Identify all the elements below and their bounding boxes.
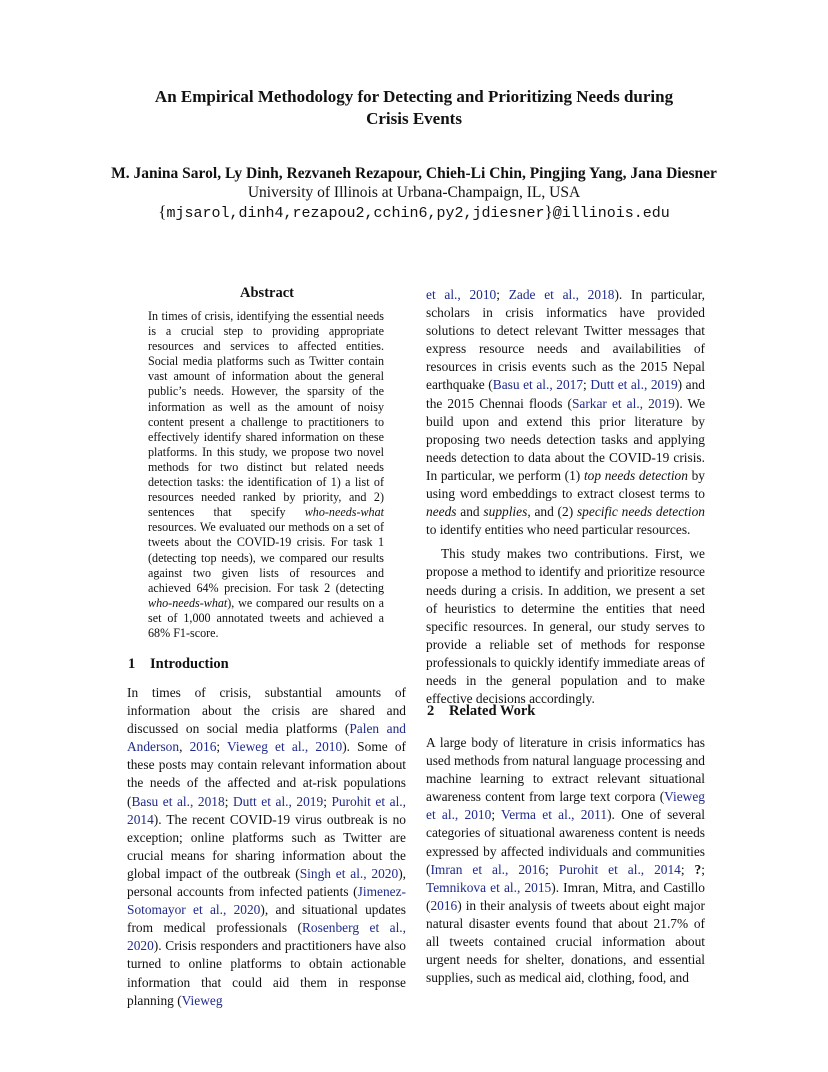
abstract-emphasis: who-needs-what bbox=[304, 505, 384, 520]
body-text: ; bbox=[323, 793, 332, 809]
body-text: ; bbox=[680, 861, 695, 877]
body-text: ; bbox=[496, 287, 509, 302]
section-number: 1 bbox=[128, 656, 136, 672]
citation-link[interactable]: Rosenberg et al., 2020 bbox=[127, 920, 406, 954]
citation-link[interactable]: Sarkar et al., 2019 bbox=[571, 395, 675, 411]
introduction-body bbox=[127, 684, 406, 1010]
email-brace-close: } bbox=[544, 202, 553, 221]
citation-link[interactable]: Singh et al., 2020 bbox=[299, 865, 399, 881]
body-text: ) in their analysis of tweets about eight major natural disaster events found that about 21.7% of all tweets contained crucial information about urgent needs for shelter, donations, and essential supplies, such as medical aid, clothing, food, and bbox=[426, 897, 705, 986]
body-text: ; bbox=[216, 739, 228, 755]
paper-title-line2: Crisis Events bbox=[366, 109, 462, 128]
section-heading-introduction bbox=[128, 655, 229, 673]
missing-citation-mark: ? bbox=[694, 861, 702, 877]
citation-link[interactable]: Imran et al., 2016 bbox=[430, 861, 546, 877]
author-list: M. Janina Sarol, Ly Dinh, Rezvaneh Rezapour, Chieh-Li Chin, Pingjing Yang, Jana Diesner bbox=[111, 165, 717, 182]
citation-link[interactable]: 2016 bbox=[430, 897, 458, 913]
body-text: to identify entities who need particular resources. bbox=[426, 522, 691, 538]
body-text: ). One of several categories of situational awareness content is needs expressed by affected individuals and communities ( bbox=[426, 807, 706, 877]
paragraph bbox=[426, 286, 705, 539]
body-text: ; bbox=[491, 807, 502, 823]
related-work-body bbox=[426, 734, 705, 987]
emphasis: supplies bbox=[483, 504, 528, 520]
email-brace-open: { bbox=[158, 202, 167, 221]
body-text: by using word embeddings to extract closest terms to bbox=[426, 467, 706, 502]
citation-link[interactable]: Verma et al., 2011 bbox=[501, 807, 608, 823]
emphasis: specific needs detection bbox=[576, 504, 705, 520]
citation-link[interactable]: Palen and Anderson bbox=[127, 721, 407, 755]
abstract-text: ), we compared our results on a set of 1,000 annotated tweets and achieved a 68% F1-score. bbox=[148, 595, 384, 640]
section-title: Introduction bbox=[150, 656, 229, 672]
citation-link[interactable]: Basu et al., 2018 bbox=[131, 793, 225, 809]
citation-link[interactable]: Temnikova et al., 2015 bbox=[426, 879, 552, 895]
citation-link[interactable]: Vieweg et al., 2010 bbox=[227, 739, 343, 755]
body-text: ). The recent COVID-19 virus outbreak is no exception; online platforms such as Twitter are crucial means for sharing information about the global impact of the outbreak ( bbox=[127, 811, 406, 881]
citation-link[interactable]: Purohit et al., 2014 bbox=[558, 861, 681, 877]
body-text: ; bbox=[583, 377, 591, 393]
body-text: ). Some of these posts may contain relevant information about the needs of the affected and at-risk populations ( bbox=[127, 739, 407, 809]
abstract-text: In times of crisis, identifying the essential needs is a crucial step to providing appropriate resources and services to affected entities. Social media platforms such as Twitter contain vast amount of information about the general public’s needs. However, the sparsity of the information as well as the amount of noisy content present a challenge to practitioners to effectively identify shared information on these platforms. In this study, we propose two novel methods for two distinct but related needs detection tasks: the identification of 1) a list of resources needed ranked by priority, and 2) sentences that specify bbox=[148, 309, 384, 520]
body-text: In times of crisis, substantial amounts of information about the crisis are shared and discussed on social media platforms ( bbox=[127, 685, 406, 737]
abstract-heading: Abstract bbox=[240, 285, 294, 301]
section-number: 2 bbox=[427, 703, 435, 719]
citation-link[interactable]: Dutt et al., 2019 bbox=[590, 377, 678, 393]
paragraph: This study makes two contributions. First, we propose a method to identify and prioritize resource needs during a crisis. In addition, we present a set of heuristics to determine the entities that need specific resources. In general, our study serves to provide a reliable set of methods for response professionals to quickly identify immediate areas of needs in the general population and to make effective decisions accordingly. bbox=[426, 546, 705, 707]
body-text: ), personal accounts from infected patients ( bbox=[127, 865, 407, 900]
paper-title-line1: An Empirical Methodology for Detecting and Prioritizing Needs during bbox=[154, 87, 674, 106]
body-text: , and (2) bbox=[527, 504, 577, 520]
abstract-emphasis: who-needs-what bbox=[148, 595, 228, 610]
emphasis: top needs detection bbox=[583, 467, 688, 483]
section-title: Related Work bbox=[449, 703, 536, 719]
body-text: and bbox=[456, 504, 484, 520]
paragraph bbox=[426, 734, 705, 987]
citation-link[interactable]: et al., 2010 bbox=[426, 287, 497, 302]
body-text: ) and the 2015 Chennai floods ( bbox=[426, 377, 705, 411]
citation-link[interactable]: 2016 bbox=[189, 739, 217, 755]
body-text: ; bbox=[545, 861, 559, 877]
citation-link[interactable]: Basu et al., 2017 bbox=[492, 377, 584, 393]
email-users: mjsarol,dinh4,rezapou2,cchin6,py2,jdiesner bbox=[166, 205, 545, 222]
body-text: ; bbox=[701, 861, 705, 877]
emphasis: needs bbox=[426, 504, 457, 520]
abstract-body bbox=[148, 309, 384, 641]
paper-title bbox=[80, 86, 748, 130]
affiliation: University of Illinois at Urbana-Champaign, IL, USA bbox=[247, 184, 581, 201]
paragraph bbox=[127, 684, 406, 1010]
email-domain: @illinois.edu bbox=[552, 205, 670, 222]
citation-link[interactable]: Purohit et al., 2014 bbox=[127, 793, 406, 827]
body-text: ), and situational updates from medical professionals ( bbox=[127, 902, 406, 936]
body-text: A large body of literature in crisis informatics has used methods from natural language processing and machine learning to extract relevant situational awareness content from large text corpora ( bbox=[426, 735, 705, 805]
citation-link[interactable]: Zade et al., 2018 bbox=[508, 287, 615, 302]
citation-link[interactable]: Vieweg et al., 2010 bbox=[426, 789, 705, 823]
section-heading-related-work bbox=[427, 702, 535, 720]
citation-link[interactable]: Dutt et al., 2019 bbox=[232, 793, 324, 809]
citation-link[interactable]: Vieweg bbox=[181, 992, 223, 1008]
email-list bbox=[40, 201, 788, 225]
body-text: ). Imran, Mitra, and Castillo ( bbox=[426, 879, 705, 913]
body-text: ). We build upon and extend this prior literature by proposing two needs detection tasks and applying needs detection to data about the COVID-19 crisis. In particular, we perform (1) bbox=[426, 395, 706, 483]
right-column bbox=[426, 286, 705, 708]
body-text: ). In particular, scholars in crisis informatics have provided solutions to detect relevant Twitter messages that express resource needs and availabilities of resources in crisis events such as the 2015 Nepal earthquake ( bbox=[426, 287, 705, 393]
body-text: , bbox=[179, 739, 190, 755]
body-text: ; bbox=[224, 793, 233, 809]
citation-link[interactable]: Jimenez-Sotomayor et al., 2020 bbox=[127, 884, 406, 918]
body-text: ). Crisis responders and practitioners have also turned to online platforms to obtain actionable information that could aid them in response planning ( bbox=[127, 938, 406, 1008]
abstract-text: resources. We evaluated our methods on a set of tweets about the COVID-19 crisis. For task 1 (detecting top needs), we compared our results against two given lists of resources and achieved 64% precision. For task 2 (detecting bbox=[148, 520, 384, 595]
